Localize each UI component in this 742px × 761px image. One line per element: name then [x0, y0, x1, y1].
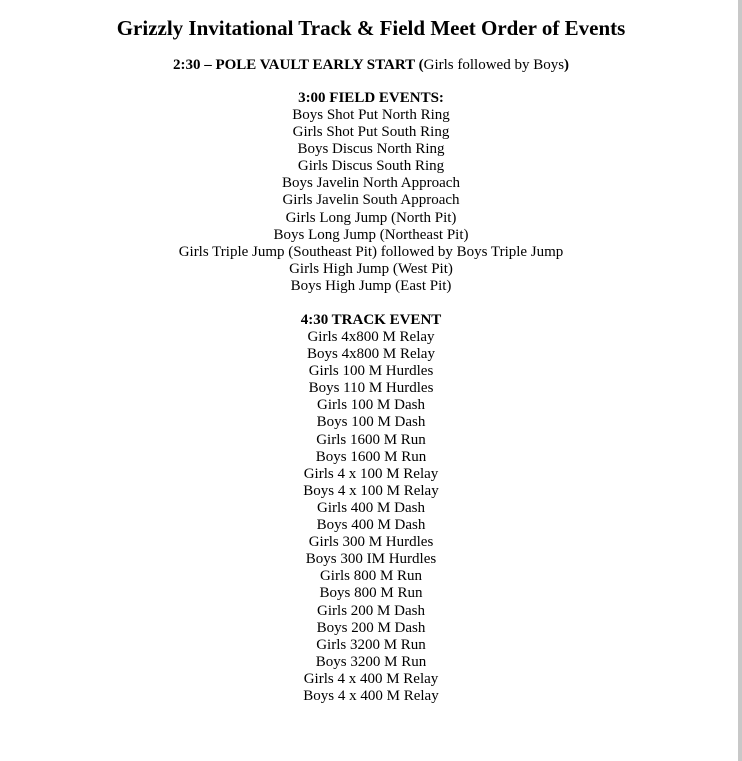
pole-vault-label: 2:30 – POLE VAULT EARLY START (	[172, 57, 424, 73]
field-event-item: Girls Javelin South Approach	[282, 192, 460, 209]
track-events-heading: 4:30 TRACK EVENT	[300, 312, 442, 328]
pole-vault-close: )	[564, 57, 570, 73]
track-event-item: Girls 200 M Dash	[317, 602, 425, 619]
track-event-item: Boys 300 IM Hurdles	[305, 551, 437, 568]
track-event-item: Girls 4 x 400 M Relay	[303, 670, 439, 687]
track-event-item: Girls 3200 M Run	[316, 636, 426, 653]
field-event-item: Girls Shot Put South Ring	[292, 124, 450, 141]
field-event-item: Boys Discus North Ring	[297, 141, 445, 158]
field-event-item: Boys Shot Put North Ring	[292, 107, 450, 123]
field-event-item: Girls Triple Jump (Southeast Pit) followed by Boys Triple Jump	[178, 243, 564, 260]
track-events-section	[0, 312, 742, 705]
field-event-item: Boys Long Jump (Northeast Pit)	[273, 226, 469, 243]
track-event-item: Boys 400 M Dash	[316, 517, 426, 534]
field-event-item: Boys Javelin North Approach	[282, 175, 460, 192]
track-event-item: Boys 200 M Dash	[316, 619, 426, 636]
track-event-item: Boys 4 x 100 M Relay	[303, 482, 439, 499]
page-title: Grizzly Invitational Track & Field Meet Order of Events	[116, 16, 626, 40]
field-events-heading: 3:00 FIELD EVENTS:	[298, 90, 444, 106]
pole-vault-note: Girls followed by Boys	[423, 57, 565, 73]
track-event-item: Boys 4x800 M Relay	[307, 346, 435, 363]
page-edge-divider	[738, 0, 742, 761]
field-events-section	[0, 90, 742, 295]
track-event-item: Boys 100 M Dash	[316, 414, 426, 431]
track-event-item: Girls 100 M Hurdles	[308, 363, 434, 380]
field-event-item: Boys High Jump (East Pit)	[290, 277, 452, 294]
track-event-item: Girls 400 M Dash	[317, 499, 425, 516]
field-events-list	[0, 107, 742, 295]
field-event-item: Girls Discus South Ring	[297, 158, 445, 175]
track-event-item: Boys 110 M Hurdles	[308, 380, 434, 397]
track-event-item: Girls 300 M Hurdles	[308, 534, 434, 551]
pole-vault-line	[0, 56, 742, 75]
field-event-item: Girls High Jump (West Pit)	[289, 260, 453, 277]
track-event-item: Girls 4 x 100 M Relay	[303, 465, 439, 482]
track-event-item: Girls 100 M Dash	[317, 397, 425, 414]
field-event-item: Girls Long Jump (North Pit)	[285, 209, 457, 226]
track-event-item: Girls 4x800 M Relay	[307, 329, 435, 345]
track-event-item: Boys 800 M Run	[319, 585, 423, 602]
track-event-item: Boys 3200 M Run	[315, 653, 427, 670]
track-event-item: Girls 800 M Run	[319, 568, 423, 585]
track-event-item: Boys 1600 M Run	[315, 448, 427, 465]
track-events-list	[0, 329, 742, 705]
track-event-item: Boys 4 x 400 M Relay	[303, 687, 439, 704]
track-event-item: Girls 1600 M Run	[316, 431, 426, 448]
